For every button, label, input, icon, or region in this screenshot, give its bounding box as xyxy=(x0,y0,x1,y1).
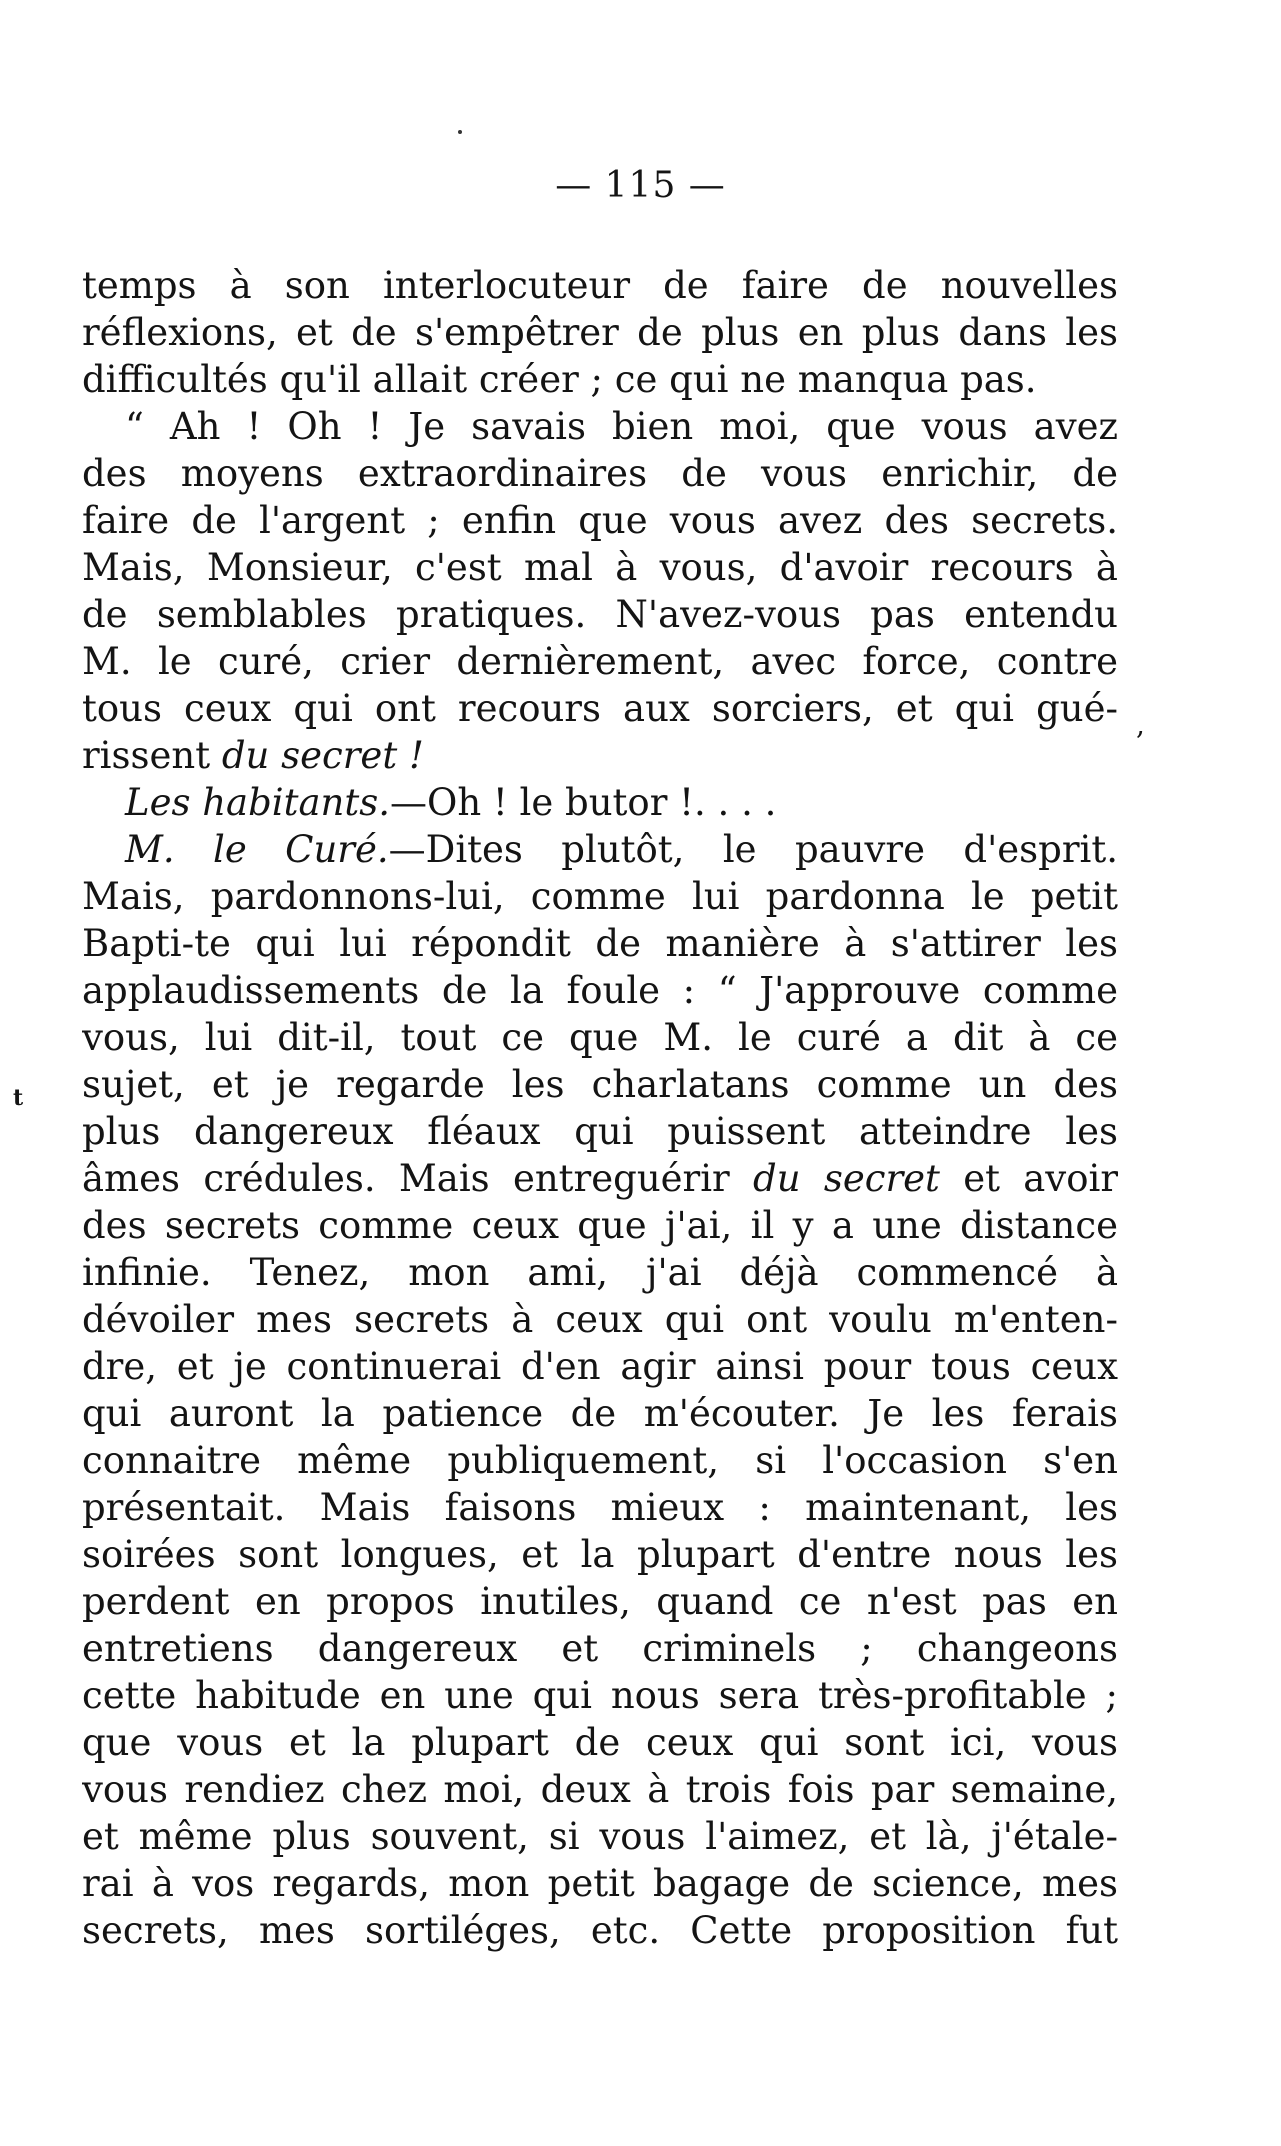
text-line: perdent en propos inutiles, quand ce n'est pas en xyxy=(82,1580,1118,1623)
line-text: rissent xyxy=(82,734,222,777)
text-line: M. le curé, crier dernièrement, avec force, contre xyxy=(82,640,1118,683)
text-line: vous rendiez chez moi, deux à trois fois par semaine, xyxy=(82,1768,1118,1811)
margin-mark: t xyxy=(13,1085,24,1111)
text-line: soirées sont longues, et la plupart d'entre nous les xyxy=(82,1533,1118,1576)
text-line: cette habitude en une qui nous sera très-profitable ; xyxy=(82,1674,1118,1717)
text-line: applaudissements de la foule : “ J'approuve comme xyxy=(82,969,1118,1012)
text-line: dre, et je continuerai d'en agir ainsi pour tous ceux xyxy=(82,1345,1118,1388)
speaker-label: M. le Curé. xyxy=(125,828,389,871)
text-line: Bapti-te qui lui répondit de manière à s'attirer les xyxy=(82,922,1118,965)
text-line xyxy=(82,779,1118,826)
text-line: infinie. Tenez, mon ami, j'ai déjà commencé à xyxy=(82,1251,1118,1294)
italic-phrase: du secret xyxy=(753,1157,940,1200)
text-line: des secrets comme ceux que j'ai, il y a une distance xyxy=(82,1204,1118,1247)
text-line: entretiens dangereux et criminels ; changeons xyxy=(82,1627,1118,1670)
page-number: — 115 — xyxy=(555,165,726,206)
text-line: présentait. Mais faisons mieux : maintenant, les xyxy=(82,1486,1118,1529)
speaker-label: Les habitants. xyxy=(125,781,390,824)
stray-mark: , xyxy=(1136,708,1145,741)
text-line: connaitre même publiquement, si l'occasion s'en xyxy=(82,1439,1118,1482)
text-line: réflexions, et de s'empêtrer de plus en plus dans les xyxy=(82,311,1118,354)
text-line xyxy=(82,732,1118,779)
line-text: âmes crédules. Mais entreguérir xyxy=(82,1157,754,1200)
text-line: Mais, Monsieur, c'est mal à vous, d'avoir recours à xyxy=(82,546,1118,589)
line-text: —Dites plutôt, le pauvre d'esprit. xyxy=(388,828,1118,871)
line-text: —Oh ! le butor !. . . . xyxy=(390,781,777,824)
text-line: temps à son interlocuteur de faire de nouvelles xyxy=(82,264,1118,307)
ink-speck xyxy=(458,130,462,134)
text-line: secrets, mes sortiléges, etc. Cette proposition fut xyxy=(82,1909,1118,1952)
italic-phrase: du secret ! xyxy=(221,734,424,777)
text-line: tous ceux qui ont recours aux sorciers, et qui gué- xyxy=(82,687,1118,730)
text-line: rai à vos regards, mon petit bagage de science, mes xyxy=(82,1862,1118,1905)
text-line: dévoiler mes secrets à ceux qui ont voulu m'enten- xyxy=(82,1298,1118,1341)
text-line xyxy=(82,1155,1118,1202)
text-line: que vous et la plupart de ceux qui sont ici, vous xyxy=(82,1721,1118,1764)
line-text: et avoir xyxy=(939,1157,1118,1200)
text-line xyxy=(82,826,1118,873)
text-line: sujet, et je regarde les charlatans comme un des xyxy=(82,1063,1118,1106)
text-line: difficultés qu'il allait créer ; ce qui ne manqua pas. xyxy=(82,358,1037,401)
text-line: plus dangereux fléaux qui puissent atteindre les xyxy=(82,1110,1118,1153)
text-line: des moyens extraordinaires de vous enrichir, de xyxy=(82,452,1118,495)
text-line: faire de l'argent ; enfin que vous avez des secrets. xyxy=(82,499,1118,542)
body-text xyxy=(82,262,1118,1954)
text-line: Mais, pardonnons-lui, comme lui pardonna le petit xyxy=(82,875,1118,918)
text-line: qui auront la patience de m'écouter. Je les ferais xyxy=(82,1392,1118,1435)
text-line: de semblables pratiques. N'avez-vous pas entendu xyxy=(82,593,1118,636)
text-line: “ Ah ! Oh ! Je savais bien moi, que vous avez xyxy=(125,405,1118,448)
text-line: et même plus souvent, si vous l'aimez, et là, j'étale- xyxy=(82,1815,1118,1858)
text-line: vous, lui dit-il, tout ce que M. le curé a dit à ce xyxy=(82,1016,1118,1059)
